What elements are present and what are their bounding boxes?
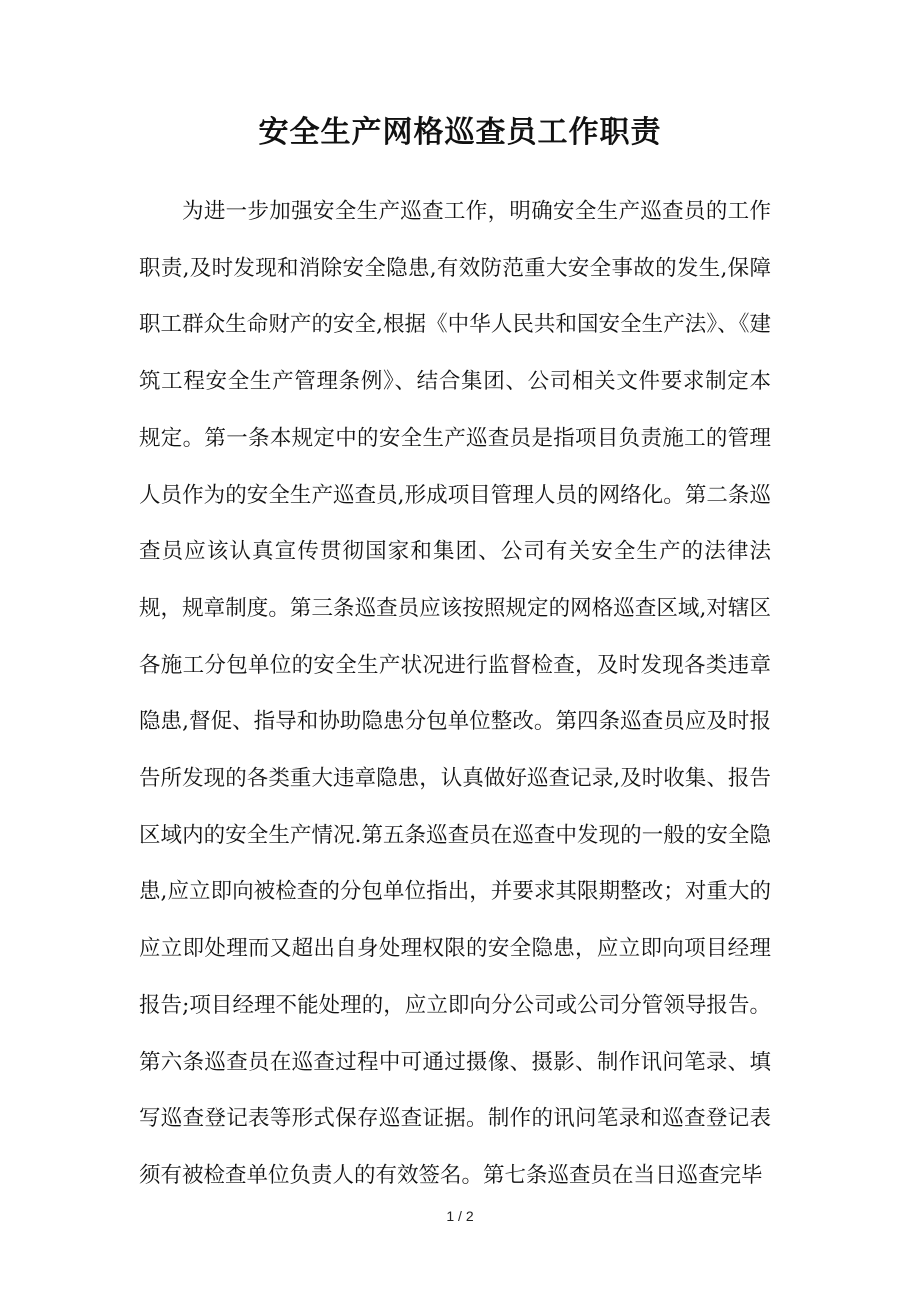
document-title: 安全生产网格巡查员工作职责 (258, 115, 662, 150)
document-body-paragraph: 为进一步加强安全生产巡查工作，明确安全生产巡查员的工作职责,及时发现和消除安全隐患,有效防范重大安全事故的发生,保障职工群众生命财产的安全,根据《中华人民共和国安全生产法》、《建筑工程安全生产管理条例》、结合集团、公司相关文件要求制定本规定。第一条本规定中的安全生产巡查员是指项目负责施工的管理人员作为的安全生产巡查员,形成项目管理人员的网络化。第二条巡查员应该认真宣传贯彻国家和集团、公司有关安全生产的法律法规，规章制度。第三条巡查员应该按照规定的网格巡查区域,对辖区各施工分包单位的安全生产状况进行监督检查，及时发现各类违章隐患,督促、指导和协助隐患分包单位整改。第四条巡查员应及时报告所发现的各类重大违章隐患，认真做好巡查记录,及时收集、报告区域内的安全生产情况.第五条巡查员在巡查中发现的一般的安全隐患,应立即向被检查的分包单位指出，并要求其限期整改；对重大的应立即处理而又超出自身处理权限的安全隐患，应立即向项目经理报告;项目经理不能处理的，应立即向分公司或公司分管领导报告。第六条巡查员在巡查过程中可通过摄像、摄影、制作讯问笔录、填写巡查登记表等形式保存巡查证据。制作的讯问笔录和巡查登记表须有被检查单位负责人的有效签名。第七条巡查员在当日巡查完毕 (139, 199, 771, 1188)
page-number: 1 / 2 (446, 1208, 474, 1224)
